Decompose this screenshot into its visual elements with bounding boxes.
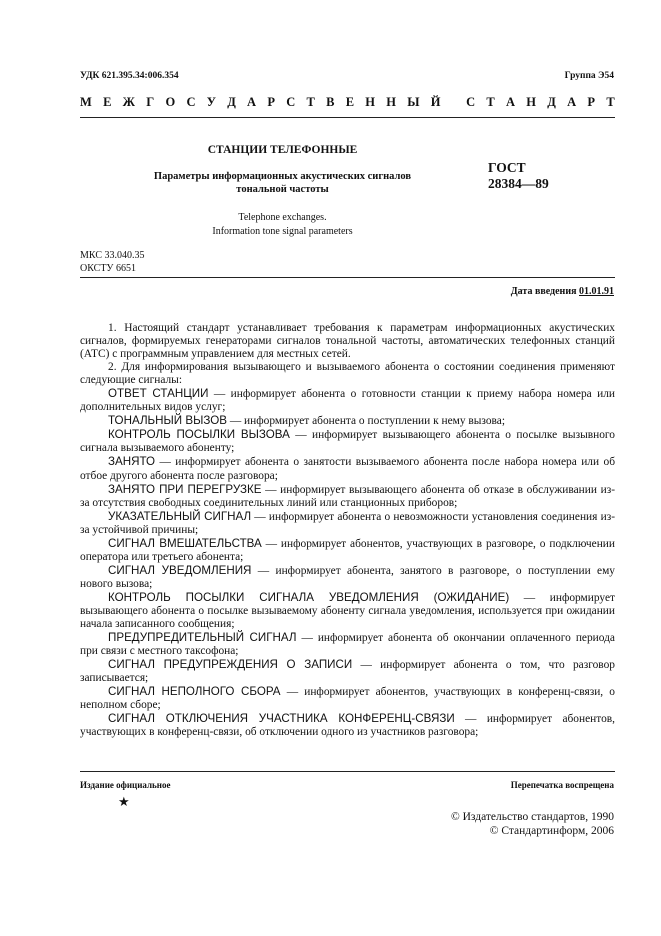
signal-term: ЗАНЯТО — [108, 455, 156, 469]
divider — [80, 771, 615, 772]
divider — [80, 117, 615, 118]
english-title-line: Telephone exchanges. — [238, 212, 327, 223]
signal-term: КОНТРОЛЬ ПОСЫЛКИ СИГНАЛА УВЕДОМЛЕНИЯ (ОЖИДАНИЕ) — [108, 590, 510, 604]
signal-item — [80, 387, 615, 414]
official-edition: Издание официальное — [80, 780, 171, 790]
signal-item — [80, 712, 615, 739]
signal-description: — информирует абонента о поступлении к нему вызова; — [226, 415, 505, 428]
star-icon: ★ — [118, 794, 130, 809]
copyright-line: © Стандартинформ, 2006 — [489, 825, 614, 837]
banner-letter: М — [80, 95, 92, 109]
banner-letter: Н — [365, 95, 376, 109]
banner-letter: Т — [306, 95, 315, 109]
signal-description: — информирует абонента, занятого в разговоре, о поступлении ему нового вызова; — [80, 564, 615, 590]
signal-term: ОТВЕТ СТАНЦИИ — [108, 387, 209, 401]
document-subtitle — [140, 170, 425, 196]
signal-term: УКАЗАТЕЛЬНЫЙ СИГНАЛ — [108, 509, 252, 523]
signal-term: СИГНАЛ ВМЕШАТЕЛЬСТВА — [108, 536, 262, 550]
signal-description: — информирует абонента о невозможности установления соединения из-за устойчивой причины; — [80, 510, 615, 536]
paragraph: 1. Настоящий стандарт устанавливает требования к параметрам информационных акустических сигналов, формируемых генераторами сигналов тональной частоты, автоматических телефонных станций (АТС) с программным управлением для местных сетей. — [80, 322, 615, 361]
signal-description: — информирует вызывающего абонента о посылке вызывного сигнала вызываемого абоненту; — [80, 429, 615, 455]
udk-code: УДК 621.395.34:006.354 — [80, 71, 179, 81]
banner-letter: С — [186, 95, 196, 109]
signal-description: — информирует абонентов, участвующих в разговоре, о подключении оператора или третьего абонента; — [80, 537, 615, 563]
signal-term: СИГНАЛ НЕПОЛНОГО СБОРА — [108, 685, 281, 699]
banner-letter: Н — [386, 95, 396, 109]
copyright-block — [451, 810, 614, 838]
signal-description: — информирует абонента об окончании оплаченного периода при связи с местного таксофона; — [80, 632, 615, 658]
mks-code: МКС 33.040.35 — [80, 250, 145, 261]
gost-number — [488, 160, 549, 192]
banner-letter: Ы — [407, 95, 420, 109]
signal-item — [80, 591, 615, 631]
signal-term: СИГНАЛ ПРЕДУПРЕЖДЕНИЯ О ЗАПИСИ — [108, 658, 353, 672]
signal-item — [80, 564, 615, 591]
signal-term: СИГНАЛ ОТКЛЮЧЕНИЯ УЧАСТНИКА КОНФЕРЕНЦ-СВЯЗИ — [108, 712, 455, 726]
signal-item — [80, 685, 615, 712]
banner-letter: Т — [486, 95, 495, 109]
banner-letter: Т — [606, 95, 615, 109]
signal-description: — информирует абонента о том, что разговор записывается; — [80, 659, 615, 685]
signal-item — [80, 483, 615, 510]
banner-letter: Е — [345, 95, 355, 109]
banner-letter: А — [567, 95, 577, 109]
signal-description: — информирует абонентов, участвующих в конференц-связи, об отключении одного из участников разговора; — [80, 713, 615, 739]
signal-item — [80, 510, 615, 537]
gost-label: ГОСТ — [488, 160, 526, 175]
banner-letter: Р — [267, 95, 275, 109]
signal-term: ЗАНЯТО ПРИ ПЕРЕГРУЗКЕ — [108, 482, 262, 496]
signal-item — [80, 631, 615, 658]
banner-letter: А — [506, 95, 516, 109]
signal-description: — информирует абонента о готовности станции к приему набора номера или дополнительных видов услуг; — [80, 388, 615, 414]
english-title-line: Information tone signal parameters — [212, 226, 353, 237]
banner-letter: Д — [227, 95, 236, 109]
signal-item — [80, 537, 615, 564]
signal-term: ПРЕДУПРЕДИТЕЛЬНЫЙ СИГНАЛ — [108, 631, 297, 645]
copyright-line: © Издательство стандартов, 1990 — [450, 811, 614, 823]
banner-letter: У — [206, 95, 216, 109]
signal-description: — информирует абонента о занятости вызываемого абонента после набора номера или об отбое другого абонента после разговора; — [80, 456, 615, 482]
signal-term: ТОНАЛЬНЫЙ ВЫЗОВ — [108, 414, 227, 428]
signal-description: — информирует абонентов, участвующих в конференц-связи, о неполном сборе; — [80, 686, 615, 712]
banner-letter: Й — [430, 95, 441, 109]
subtitle-line: тональной частоты — [236, 184, 329, 195]
reprint-prohibited: Перепечатка воспрещена — [510, 780, 614, 790]
document-body — [80, 322, 615, 739]
banner-letter: А — [247, 95, 257, 109]
subtitle-line: Параметры информационных акустических сигналов — [153, 171, 412, 182]
banner-letter: Ж — [122, 95, 136, 109]
divider — [80, 277, 615, 278]
signal-item — [80, 455, 615, 482]
english-title — [150, 211, 415, 239]
signal-description: — информирует вызывающего абонента о посылке вызываемому абоненту сигнала уведомления, используется при ожидании начала записанного сообщения; — [80, 591, 615, 631]
date-value: 01.01.91 — [579, 286, 614, 297]
date-label: Дата введения — [510, 286, 577, 297]
group-code: Группа Э54 — [564, 71, 614, 81]
banner-letter: Г — [146, 95, 155, 109]
banner-letter: Н — [526, 95, 537, 109]
banner-letter: С — [466, 95, 476, 109]
signal-item — [80, 658, 615, 685]
banner-letter: Р — [587, 95, 596, 109]
signal-description: — информирует вызывающего абонента об отказе в обслуживании из-за отсутствия свободных соединительных линий или станционных приборов; — [80, 483, 615, 509]
banner-letter: Д — [547, 95, 556, 109]
banner-gap — [452, 95, 455, 110]
classification-codes — [80, 250, 144, 275]
document-title: СТАНЦИИ ТЕЛЕФОННЫЕ — [207, 144, 358, 156]
gost-code: 28384—89 — [488, 176, 549, 191]
signal-item — [80, 428, 615, 455]
signal-term: СИГНАЛ УВЕДОМЛЕНИЯ — [108, 563, 252, 577]
banner-letter: В — [326, 95, 335, 109]
banner-letter: Е — [103, 95, 112, 109]
signal-term: КОНТРОЛЬ ПОСЫЛКИ ВЫЗОВА — [108, 428, 290, 442]
banner-letter: О — [165, 95, 176, 109]
paragraph: 2. Для информирования вызывающего и вызываемого абонента о состоянии соединения применяют следующие сигналы: — [80, 361, 615, 387]
effective-date — [511, 286, 614, 297]
standard-banner — [80, 95, 615, 110]
okstu-code: ОКСТУ 6651 — [80, 262, 137, 274]
banner-letter: С — [286, 95, 296, 109]
signal-item — [80, 414, 615, 428]
